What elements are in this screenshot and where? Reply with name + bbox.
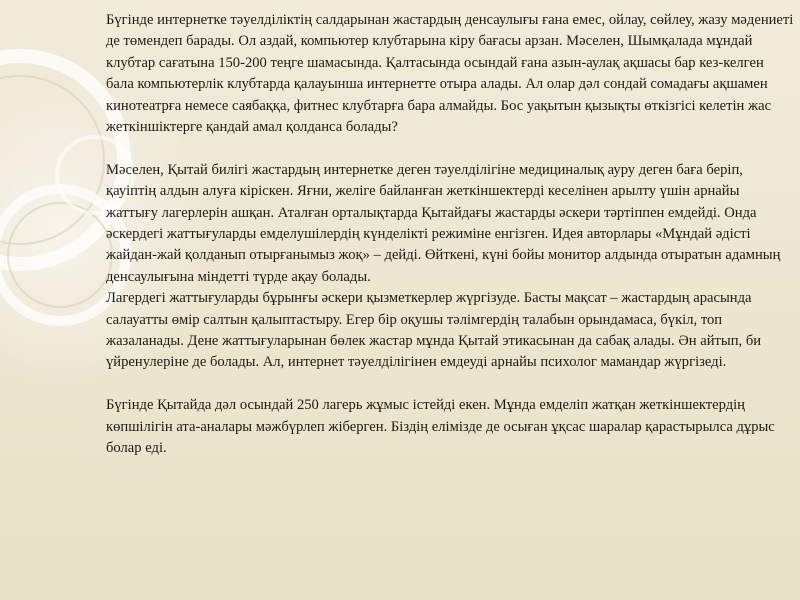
paragraph: Бүгінде Қытайда дәл осындай 250 лагерь жұмыс істейді екен. Мұнда емделіп жатқан жеткіншектердің көпшілігін ата-аналары мәжбүрлеп жіберген. Біздің елімізде де осыған ұқсас шаралар қарастырылса дұрыс болар еді.: [106, 397, 775, 457]
paragraph: Бүгінде интернетке тәуелділіктің салдарынан жастардың денсаулығы ғана емес, ойлау, сөйлеу, жазу мәдениеті де төмендеп барады. Ол аздай, компьютер клубтарына кіру бағасы арзан. Мәселен, Шымқалада мұндай клубтар сағатына 150-200 теңге шамасында. Қалтасында осындай ғана азын-аулақ ақшасы бар кез-келген бала компьютерлік клубтарда қалауынша интернетте отыра алады. Ал олар дәл сондай сомадағы ақшамен кинотеатрға немесе саябаққа, фитнес клубтарға бара алмайды. Бос уақытын қызықты өткізгісі келетін жас жеткіншіктерге қандай амал қолданса болады?: [106, 12, 794, 136]
paragraph-spacer: [106, 138, 794, 159]
paragraph: Лагердегі жаттығуларды бұрынғы әскери қызметкерлер жүргізуде. Басты мақсат – жастардың арасында салауатты өмір салтын қалыптастыру. Егер бір оқушы тәлімгердің талабын орындамаса, бүкіл, топ жазаланады. Дене жаттығуларынан бөлек жастар мұнда Қытай этикасынан да сабақ алады. Ән айтып, би үйренулеріне де болады. Ал, интернет тәуелділігінен емдеуді арнайы психолог мамандар жүргізеді.: [106, 290, 762, 371]
paragraph: Мәселен, Қытай билігі жастардың интернетке деген тәуелділігіне медициналық ауру деген баға беріп, қауіптің алдын алуға кірiскен. Яғни, желіге байланған жеткіншектерді кеселінен арылту үшін арнайы жаттығу лагерлерін ашқан. Аталған орталықтарда Қытайдағы жастарды әскери тәртіппен емдейді. Онда әскердегі жаттығуларды емделушілердің күнделікті режиміне енгізген. Идея авторлары «Мұндай әдісті жайдан-жай қолданып отырғанымыз жоқ» – дейді. Өйткені, күні бойы монитор алдында отыратын адамның денсаулығына міндетті түрде ақау болады.: [106, 161, 781, 285]
paragraph-spacer: [106, 374, 794, 395]
slide-text: [106, 10, 794, 460]
